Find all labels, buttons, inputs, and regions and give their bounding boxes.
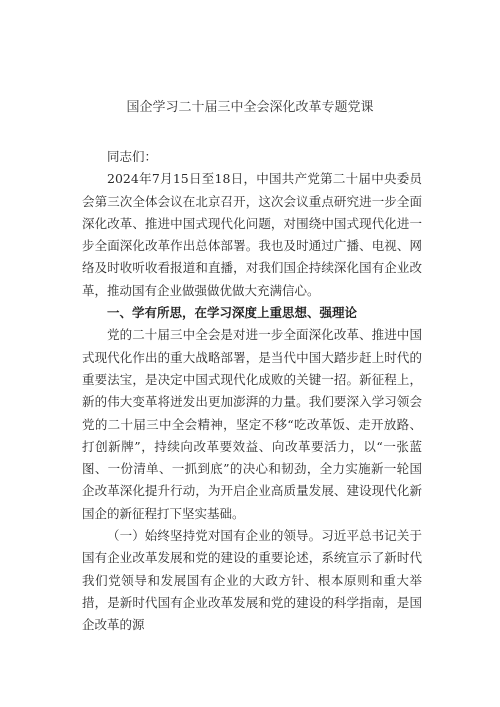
salutation: 同志们：: [107, 149, 158, 164]
document-body: [82, 146, 422, 637]
paragraph-section-1: 党的二十届三中全会是对进一步全面深化改革、推进中国式现代化作出的重大战略部署，是当代中国大踏步赶上时代的重要法宝，是决定中国式现代化成败的关键一招。新征程上，新的伟大变革将迸发出更加澎湃的力量。我们要深入学习领会党的二十届三中全会精神，坚定不移“吃改革饭、走开放路、打创新牌”，持续向改革要效益、向改革要活力，以“一张蓝图、一份清单、一抓到底”的决心和韧劲，全力实施新一轮国企改革深化提升行动，为开启企业高质量发展、建设现代化新国企的新征程打下坚实基础。: [82, 327, 422, 521]
section-heading-1: 一、学有所思，在学习深度上重思想、强理论: [107, 305, 358, 321]
paragraph-subsection-1: （一）始终坚持党对国有企业的领导。习近平总书记关于国有企业改革发展和党的建设的重要论述，系统宣示了新时代我们党领导和发展国有企业的大政方针、根本原则和重大举措，是新时代国有企业改革发展和党的建设的科学指南，是国企改革的源: [82, 528, 422, 633]
paragraph-intro: 2024年7月15日至18日，中国共产党第二十届中央委员会第三次全体会议在北京召开，这次会议重点研究进一步全面深化改革、推进中国式现代化问题，对围绕中国式现代化进一步全面深化改革作出总体部署。我也及时通过广播、电视、网络及时收听收看报道和直播，对我们国企持续深化国有企业改革，推动国有企业做强做优做大充满信心。: [82, 171, 422, 298]
document-title: 国企学习二十届三中全会深化改革专题党课: [126, 100, 374, 115]
